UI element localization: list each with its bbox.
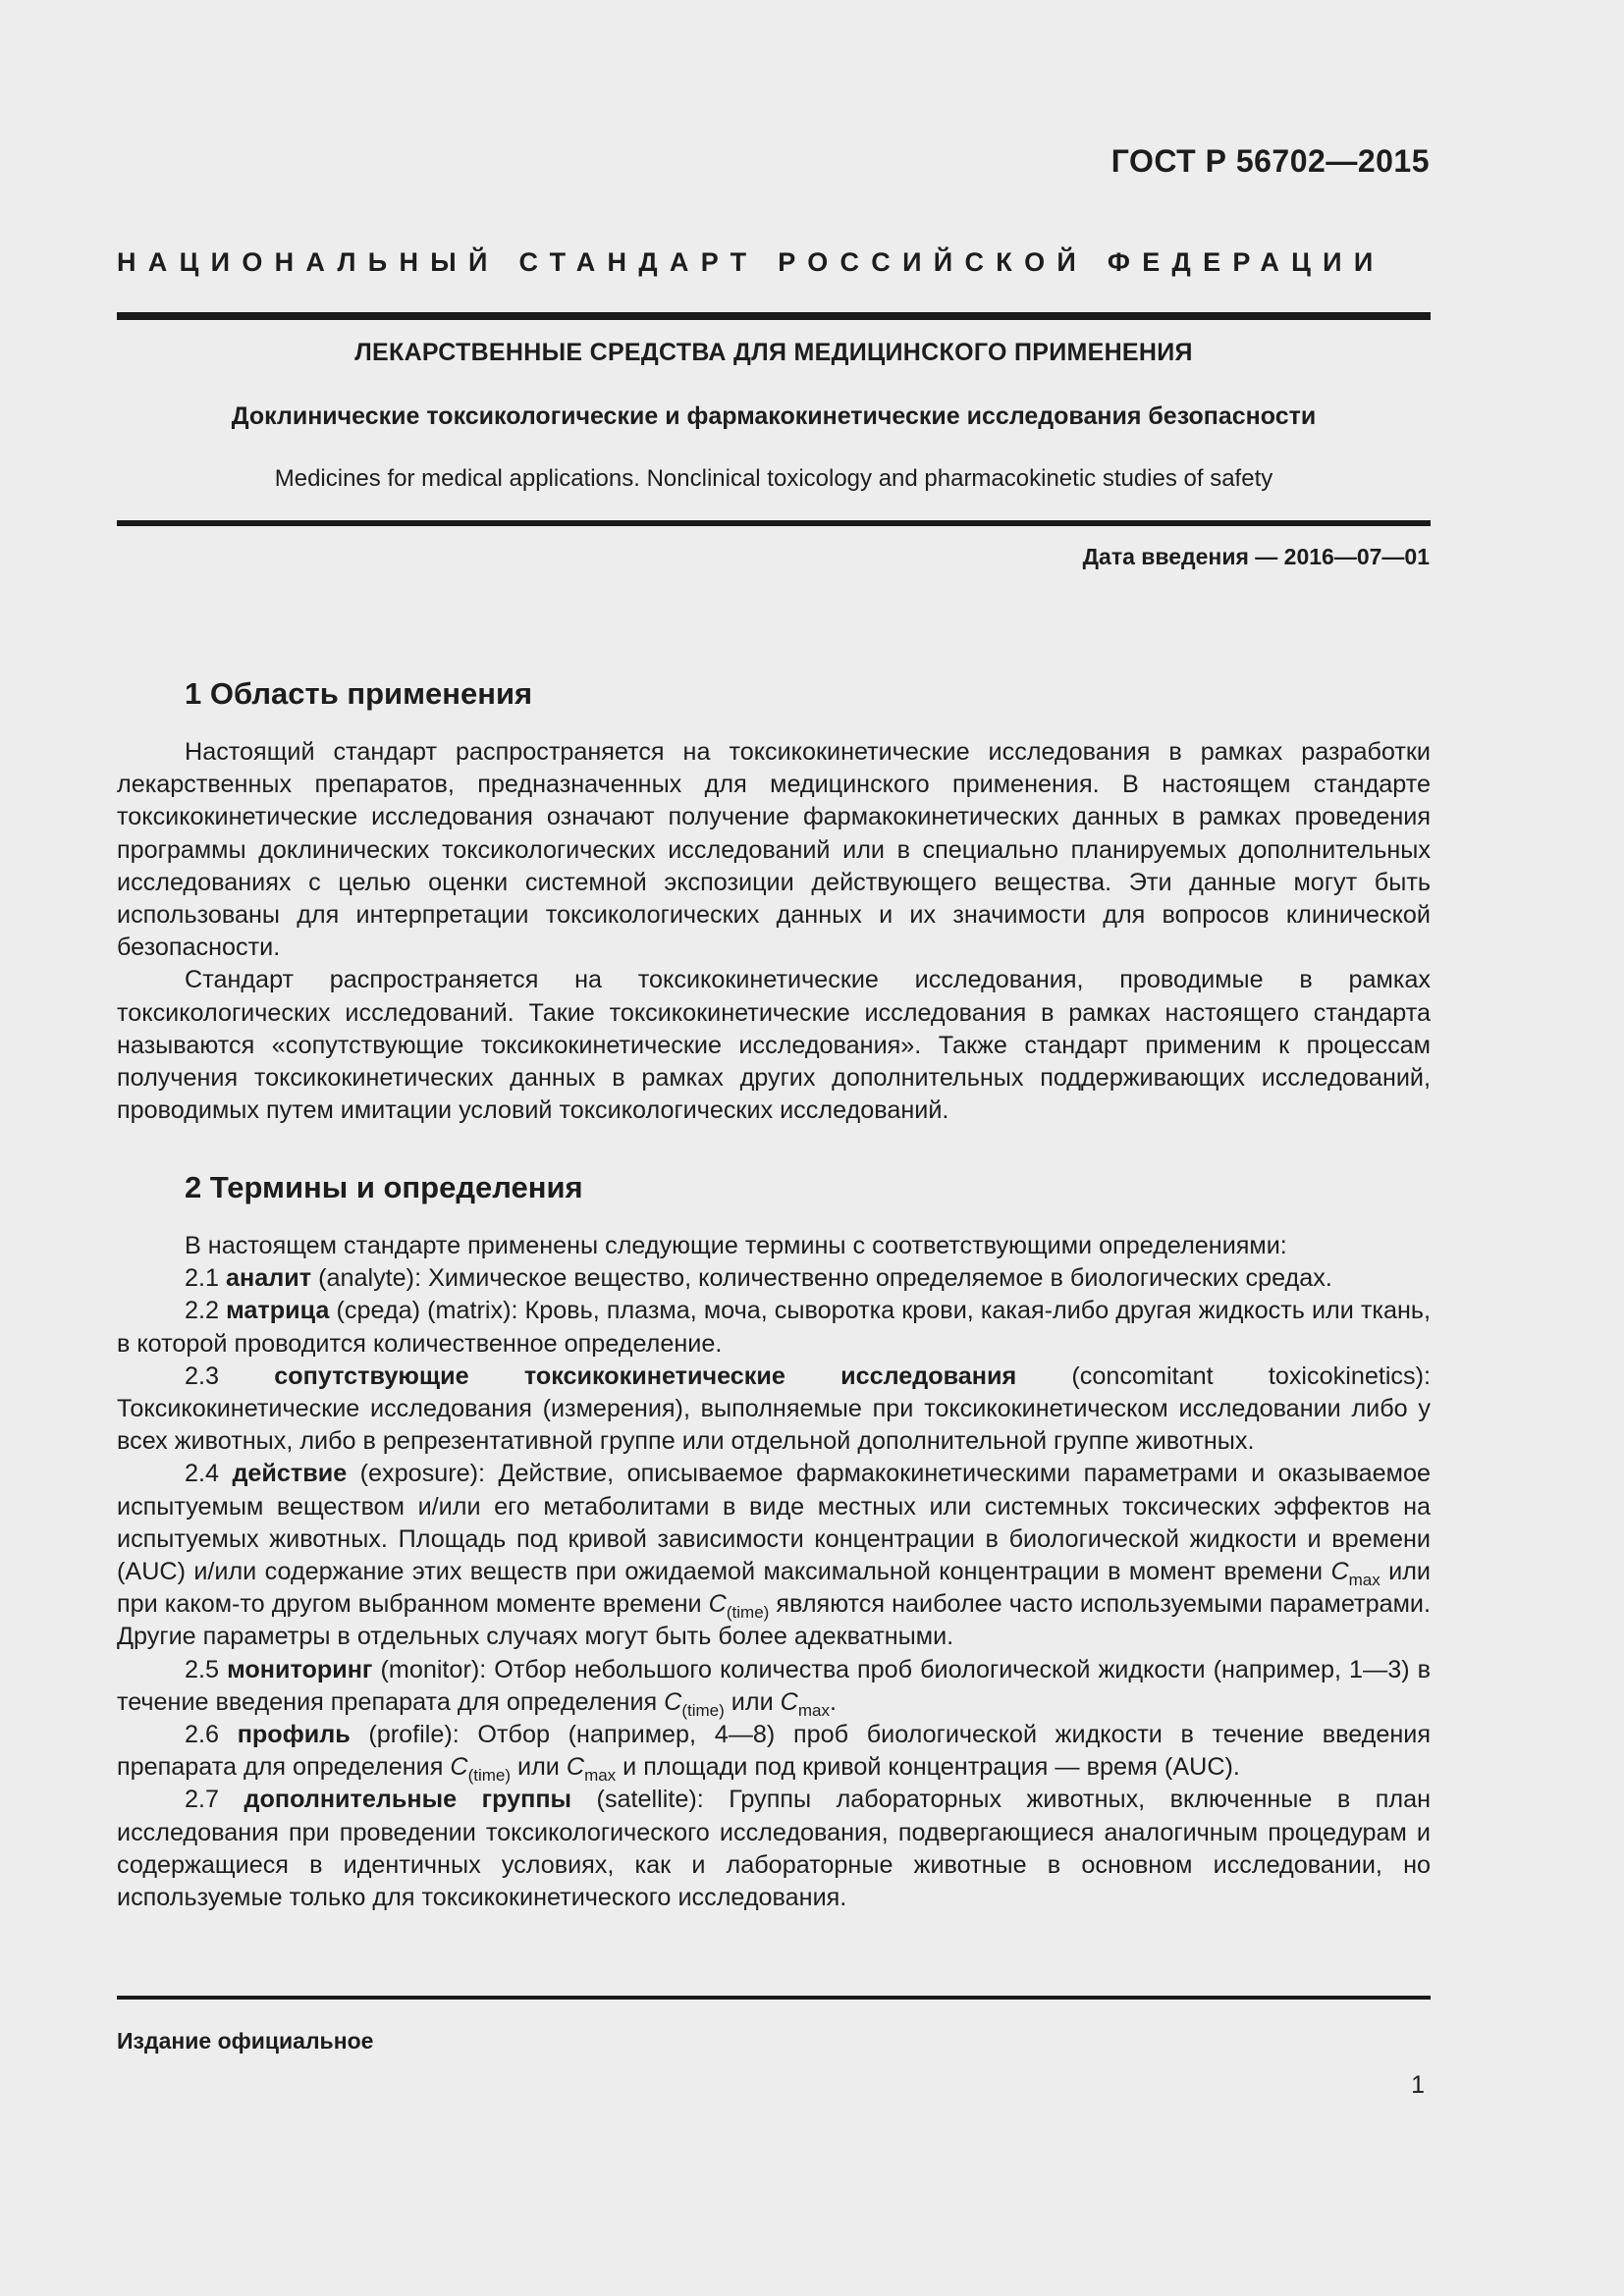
term: мониторинг <box>227 1655 373 1683</box>
definition: являются наиболее часто используемыми параметрами. Другие параметры в отдельных случаях могут быть более адекватными. <box>117 1590 1431 1651</box>
section-body <box>117 736 1431 1127</box>
definition: (analyte): Химическое вещество, количественно определяемое в биологических средах. <box>311 1264 1332 1293</box>
definition: (monitor): Отбор небольшого количества проб биологической жидкости (например, 1—3) в течение введения препарата для определения <box>117 1655 1431 1716</box>
symbol-c: C <box>664 1687 682 1716</box>
symbol-c: C <box>708 1590 727 1619</box>
term-definition <box>117 1458 1431 1653</box>
term-definition <box>117 1719 1431 1784</box>
subscript: (time) <box>681 1700 725 1720</box>
definition: или <box>724 1687 781 1716</box>
symbol-c: C <box>566 1753 585 1782</box>
term: сопутствующие токсикокинетические исследования <box>274 1362 1017 1390</box>
definition: (exposure): Действие, описываемое фармакокинетическими параметрами и оказываемое испытуемым веществом и/или его метаболитами в виде местных или системных токсических эффектов на испытуемых животных. Площадь под кривой зависимости концентрации в биологической жидкости и времени (AUC) и/или содержание этих веществ при ожидаемой максимальной концентрации в момент времени <box>117 1460 1432 1586</box>
term-number: 2.3 <box>185 1362 220 1390</box>
top-rule <box>117 312 1431 320</box>
official-edition-label: Издание официальное <box>117 2028 374 2054</box>
term-number: 2.5 <box>185 1655 220 1683</box>
term-number: 2.4 <box>185 1460 220 1488</box>
subscript: (time) <box>726 1603 770 1623</box>
paragraph: В настоящем стандарте применены следующие термины с соответствующими определениями: <box>185 1232 1287 1259</box>
section-heading: 2 Термины и определения <box>185 1170 583 1204</box>
symbol-c: C <box>780 1687 798 1716</box>
footer-rule <box>117 1996 1431 2000</box>
definition: (concomitant toxicokinetics): Токсикокинетические исследования (измерения), выполняемые при токсикокинетическом исследовании либо у всех животных, либо в репрезентативной группе или отдельной дополнительной группе животных. <box>117 1362 1432 1456</box>
term-definition <box>117 1654 1431 1719</box>
definition: (среда) (matrix): Кровь, плазма, моча, сыворотка крови, какая-либо другая жидкость или ткань, в которой проводится количественное определение. <box>117 1297 1432 1358</box>
term-number: 2.1 <box>185 1264 220 1293</box>
title-rule <box>117 520 1431 526</box>
english-title: Medicines for medical applications. Nonclinical toxicology and pharmacokinetic studies of safety <box>274 465 1273 492</box>
page-number: 1 <box>1411 2071 1425 2099</box>
definition: и площади под кривой концентрация — время (AUC). <box>616 1753 1240 1782</box>
term-number: 2.2 <box>185 1297 220 1325</box>
definition: . <box>829 1687 837 1716</box>
subscript: max <box>797 1700 830 1720</box>
definition: (satellite): Группы лабораторных животных, включенные в план исследования при проведении токсикологического исследования, подвергающиеся аналогичным процедурам и содержащиеся в идентичных условиях, как и лабораторные животные в основном исследовании, но используемые только для токсикокинетического исследования. <box>117 1786 1432 1912</box>
term-definition <box>117 1295 1431 1360</box>
sub-title: Доклинические токсикологические и фармакокинетические исследования безопасности <box>231 402 1317 430</box>
term: аналит <box>226 1264 312 1293</box>
definition: или при каком-то другом выбранном моменте времени <box>117 1558 1431 1619</box>
term-definition <box>117 1361 1431 1459</box>
subscript: max <box>584 1766 617 1786</box>
subscript: max <box>1348 1571 1380 1590</box>
paragraph: Настоящий стандарт распространяется на токсикокинетические исследования в рамках разработки лекарственных препаратов, предназначенных для медицинского применения. В настоящем стандарте токсикокинетические исследования означают получение фармакокинетических данных в рамках проведения программы доклинических токсикологических исследований или в специально планируемых дополнительных исследованиях с целью оценки системной экспозиции действующего вещества. Эти данные могут быть использованы для интерпретации токсикологических данных и их значимости для вопросов клинической безопасности. <box>117 738 1431 962</box>
term: действие <box>232 1460 348 1488</box>
term: дополнительные группы <box>244 1786 572 1814</box>
symbol-c: C <box>1330 1558 1349 1586</box>
definition: (profile): Отбор (например, 4—8) проб биологической жидкости в течение введения препарата для определения <box>117 1721 1432 1782</box>
intro-date: Дата введения — 2016—07—01 <box>1082 544 1430 569</box>
term-number: 2.6 <box>185 1721 220 1749</box>
term: профиль <box>237 1721 351 1749</box>
subscript: (time) <box>467 1766 512 1786</box>
main-title: ЛЕКАРСТВЕННЫЕ СРЕДСТВА ДЛЯ МЕДИЦИНСКОГО ПРИМЕНЕНИЯ <box>354 339 1193 366</box>
definition: или <box>511 1753 567 1782</box>
section-body <box>117 1230 1431 1914</box>
term-definition <box>117 1784 1431 1914</box>
document-code: ГОСТ Р 56702—2015 <box>1110 143 1430 179</box>
section-heading: 1 Область применения <box>185 676 533 711</box>
symbol-c: C <box>450 1753 468 1782</box>
paragraph: Стандарт распространяется на токсикокинетические исследования, проводимые в рамках токсикологических исследований. Такие токсикокинетические исследования в рамках настоящего стандарта называются «сопутствующие токсикокинетические исследования». Также стандарт применим к процессам получения токсикокинетических данных в рамках других дополнительных поддерживающих исследований, проводимых путем имитации условий токсикологических исследований. <box>117 966 1431 1125</box>
national-standard-banner: НАЦИОНАЛЬНЫЙ СТАНДАРТ РОССИЙСКОЙ ФЕДЕРАЦИИ <box>117 247 1385 277</box>
term: матрица <box>226 1297 330 1325</box>
term-number: 2.7 <box>185 1786 220 1814</box>
term-definition <box>117 1262 1431 1295</box>
